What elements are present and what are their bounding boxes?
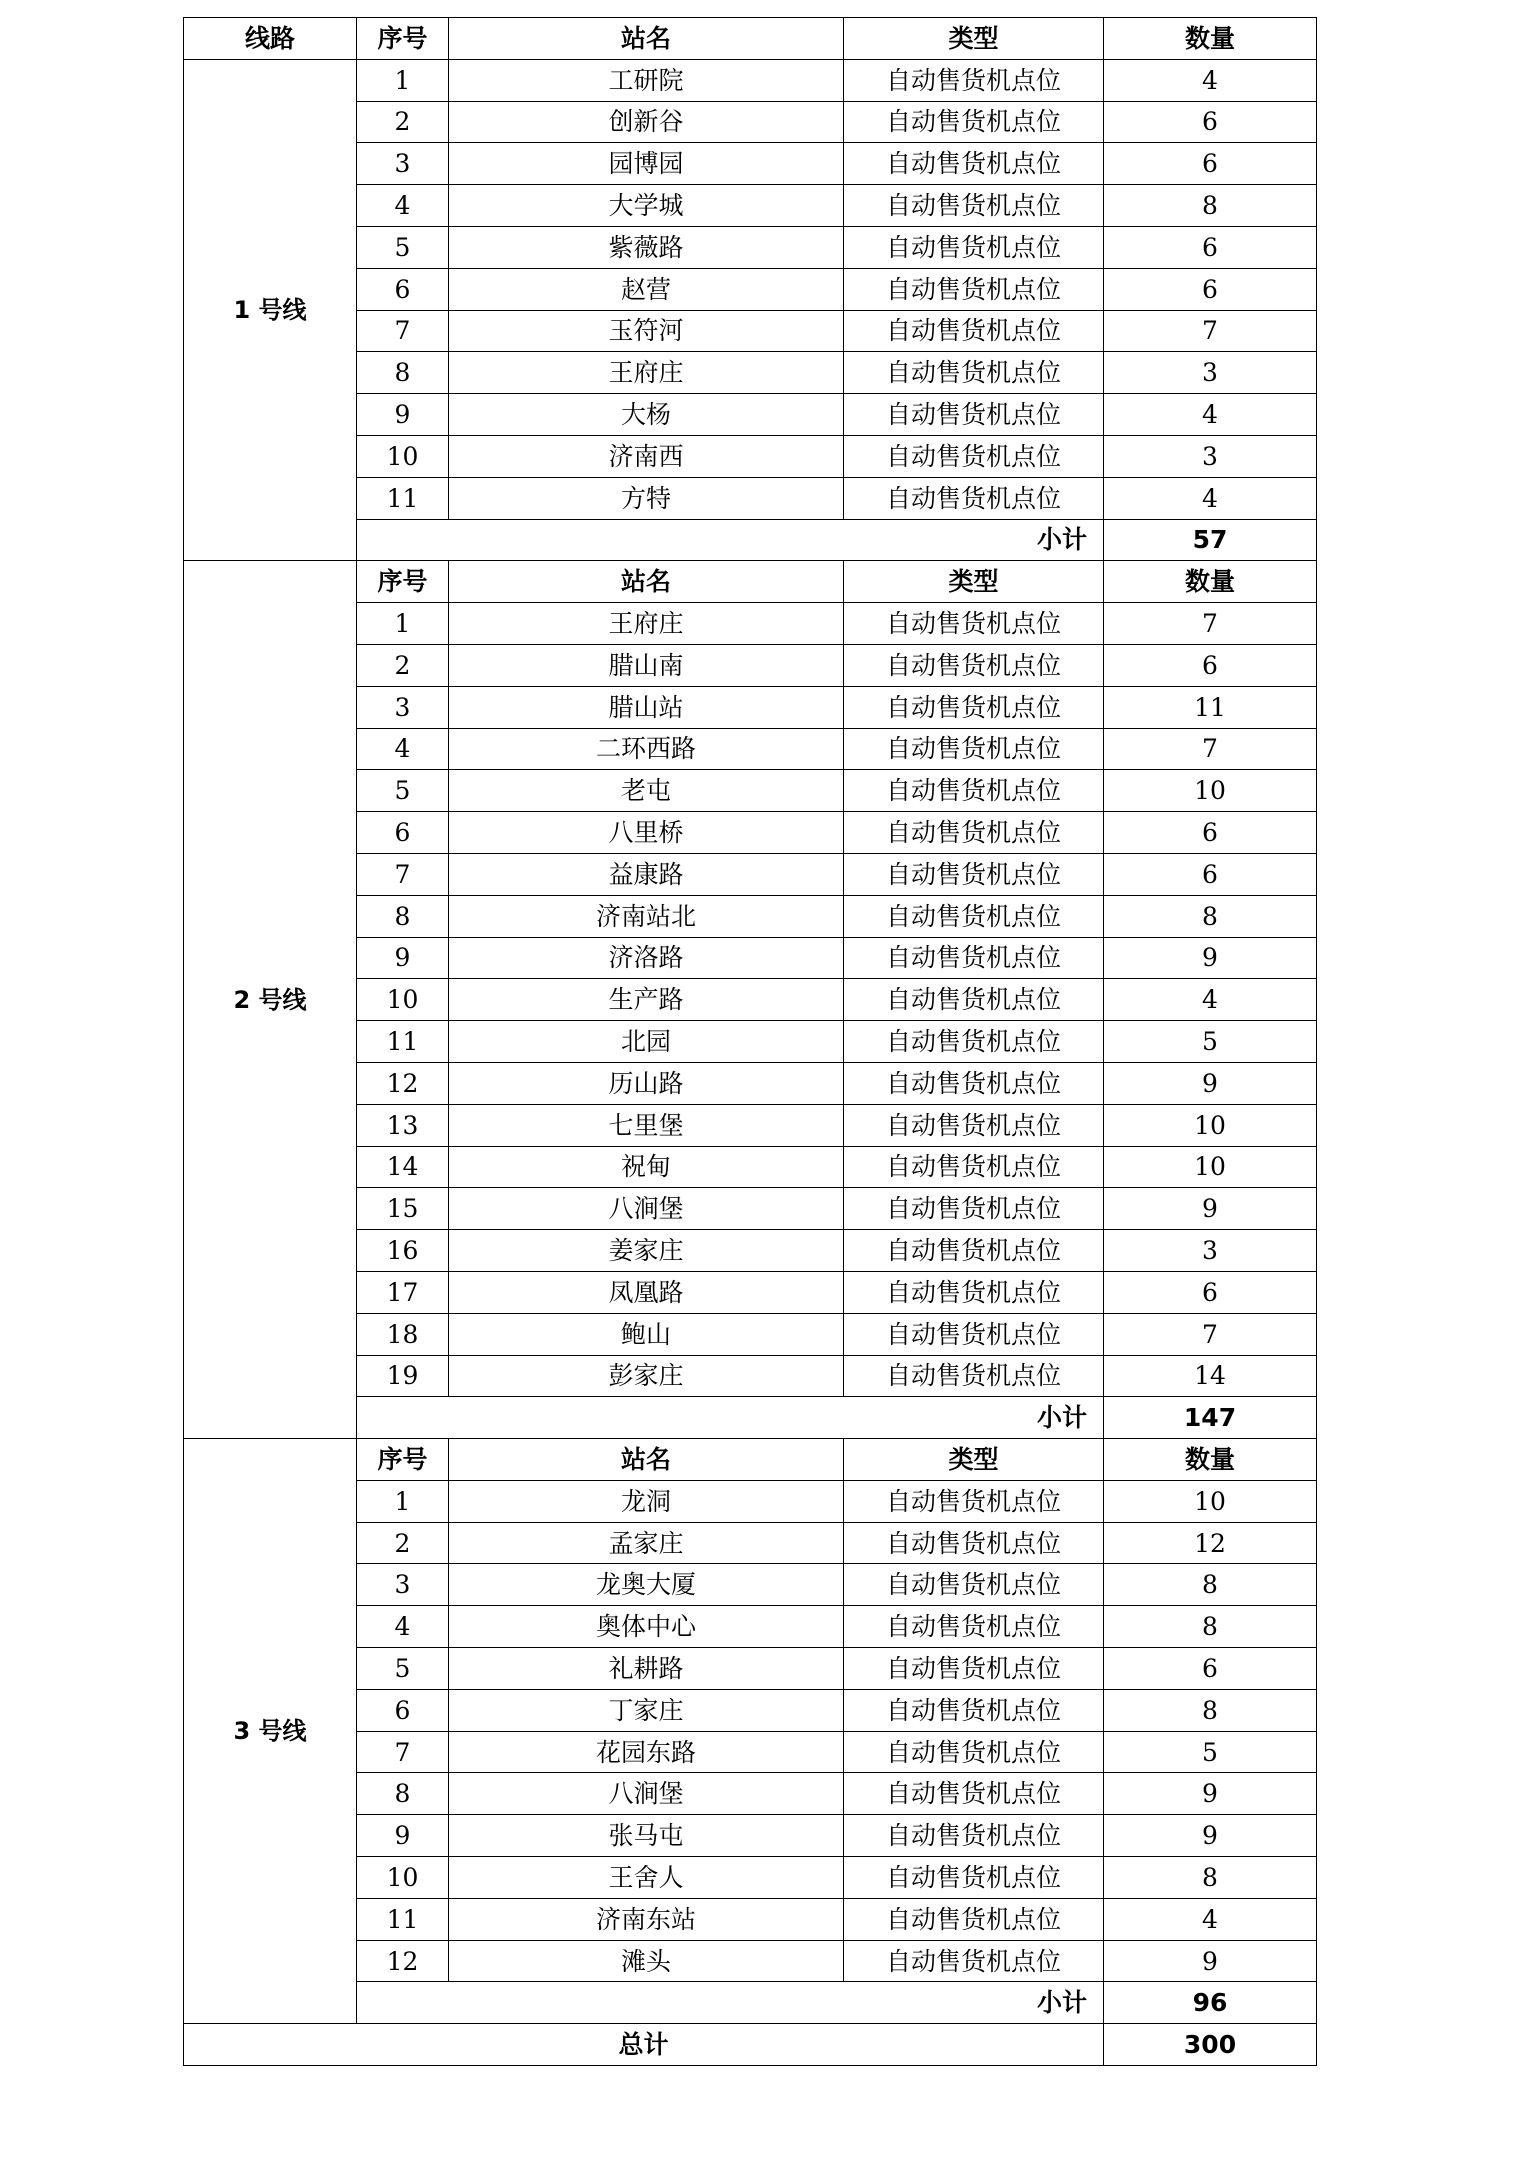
count-cell: 8 [1104,1606,1317,1648]
type-cell: 自动售货机点位 [844,1480,1104,1522]
vending-points-table [183,17,1317,2066]
total-row [184,2024,1317,2066]
type-cell: 自动售货机点位 [844,979,1104,1021]
total-label: 总计 [184,2024,1104,2066]
subtotal-label: 小计 [357,1982,1104,2024]
header-seq: 序号 [357,1439,449,1481]
header-line: 线路 [184,18,357,60]
seq-cell: 12 [357,1062,449,1104]
station-cell: 工研院 [449,59,844,101]
line-name: 1 号线 [184,59,357,561]
seq-cell: 5 [357,770,449,812]
seq-cell: 7 [357,310,449,352]
count-cell: 11 [1104,686,1317,728]
seq-cell: 3 [357,686,449,728]
seq-cell: 18 [357,1313,449,1355]
line-name: 2 号线 [184,561,357,1439]
type-cell: 自动售货机点位 [844,1857,1104,1899]
count-cell: 10 [1104,1480,1317,1522]
station-cell: 奥体中心 [449,1606,844,1648]
station-cell: 王舍人 [449,1857,844,1899]
count-cell: 6 [1104,853,1317,895]
header-type: 类型 [844,18,1104,60]
type-cell: 自动售货机点位 [844,1230,1104,1272]
station-cell: 腊山南 [449,644,844,686]
count-cell: 12 [1104,1522,1317,1564]
header-seq: 序号 [357,561,449,603]
seq-cell: 8 [357,895,449,937]
seq-cell: 2 [357,644,449,686]
count-cell: 10 [1104,1104,1317,1146]
station-cell: 八涧堡 [449,1188,844,1230]
station-cell: 玉符河 [449,310,844,352]
seq-cell: 9 [357,1815,449,1857]
count-cell: 3 [1104,1230,1317,1272]
count-cell: 6 [1104,812,1317,854]
count-cell: 9 [1104,1188,1317,1230]
section-header-row [184,561,1317,603]
seq-cell: 7 [357,1731,449,1773]
count-cell: 4 [1104,477,1317,519]
station-cell: 王府庄 [449,603,844,645]
seq-cell: 8 [357,1773,449,1815]
seq-cell: 4 [357,728,449,770]
seq-cell: 3 [357,143,449,185]
count-cell: 14 [1104,1355,1317,1397]
seq-cell: 4 [357,1606,449,1648]
type-cell: 自动售货机点位 [844,686,1104,728]
count-cell: 9 [1104,1062,1317,1104]
seq-cell: 5 [357,226,449,268]
station-cell: 历山路 [449,1062,844,1104]
count-cell: 3 [1104,435,1317,477]
count-cell: 6 [1104,226,1317,268]
seq-cell: 6 [357,812,449,854]
seq-cell: 4 [357,185,449,227]
count-cell: 6 [1104,644,1317,686]
station-cell: 鲍山 [449,1313,844,1355]
header-count: 数量 [1104,561,1317,603]
type-cell: 自动售货机点位 [844,1522,1104,1564]
station-cell: 腊山站 [449,686,844,728]
type-cell: 自动售货机点位 [844,812,1104,854]
count-cell: 8 [1104,1857,1317,1899]
type-cell: 自动售货机点位 [844,310,1104,352]
station-cell: 凤凰路 [449,1271,844,1313]
type-cell: 自动售货机点位 [844,644,1104,686]
count-cell: 6 [1104,1271,1317,1313]
subtotal-label: 小计 [357,1397,1104,1439]
header-station: 站名 [449,561,844,603]
station-cell: 生产路 [449,979,844,1021]
station-cell: 大学城 [449,185,844,227]
type-cell: 自动售货机点位 [844,1188,1104,1230]
type-cell: 自动售货机点位 [844,1146,1104,1188]
count-cell: 8 [1104,895,1317,937]
type-cell: 自动售货机点位 [844,770,1104,812]
seq-cell: 2 [357,101,449,143]
header-row [184,18,1317,60]
header-count: 数量 [1104,1439,1317,1481]
seq-cell: 10 [357,979,449,1021]
count-cell: 4 [1104,979,1317,1021]
station-cell: 北园 [449,1021,844,1063]
seq-cell: 17 [357,1271,449,1313]
header-count: 数量 [1104,18,1317,60]
seq-cell: 19 [357,1355,449,1397]
type-cell: 自动售货机点位 [844,1355,1104,1397]
count-cell: 7 [1104,1313,1317,1355]
station-cell: 赵营 [449,268,844,310]
type-cell: 自动售货机点位 [844,59,1104,101]
station-cell: 祝甸 [449,1146,844,1188]
table-body [184,18,1317,2066]
station-cell: 济南东站 [449,1898,844,1940]
type-cell: 自动售货机点位 [844,1271,1104,1313]
type-cell: 自动售货机点位 [844,1898,1104,1940]
station-cell: 丁家庄 [449,1689,844,1731]
type-cell: 自动售货机点位 [844,1564,1104,1606]
seq-cell: 12 [357,1940,449,1982]
type-cell: 自动售货机点位 [844,603,1104,645]
type-cell: 自动售货机点位 [844,1021,1104,1063]
seq-cell: 9 [357,394,449,436]
count-cell: 9 [1104,1815,1317,1857]
station-cell: 彭家庄 [449,1355,844,1397]
type-cell: 自动售货机点位 [844,1104,1104,1146]
type-cell: 自动售货机点位 [844,394,1104,436]
station-cell: 济南西 [449,435,844,477]
type-cell: 自动售货机点位 [844,1062,1104,1104]
count-cell: 6 [1104,101,1317,143]
station-cell: 孟家庄 [449,1522,844,1564]
station-cell: 八里桥 [449,812,844,854]
seq-cell: 16 [357,1230,449,1272]
type-cell: 自动售货机点位 [844,1815,1104,1857]
type-cell: 自动售货机点位 [844,1689,1104,1731]
seq-cell: 1 [357,603,449,645]
type-cell: 自动售货机点位 [844,143,1104,185]
subtotal-label: 小计 [357,519,1104,561]
station-cell: 姜家庄 [449,1230,844,1272]
seq-cell: 1 [357,1480,449,1522]
header-type: 类型 [844,561,1104,603]
type-cell: 自动售货机点位 [844,1731,1104,1773]
total-value: 300 [1104,2024,1317,2066]
count-cell: 9 [1104,1773,1317,1815]
station-cell: 园博园 [449,143,844,185]
station-cell: 八涧堡 [449,1773,844,1815]
seq-cell: 1 [357,59,449,101]
seq-cell: 8 [357,352,449,394]
type-cell: 自动售货机点位 [844,352,1104,394]
station-cell: 滩头 [449,1940,844,1982]
seq-cell: 2 [357,1522,449,1564]
count-cell: 4 [1104,394,1317,436]
station-cell: 益康路 [449,853,844,895]
line-name: 3 号线 [184,1439,357,2024]
count-cell: 10 [1104,770,1317,812]
count-cell: 9 [1104,1940,1317,1982]
station-cell: 张马屯 [449,1815,844,1857]
count-cell: 5 [1104,1731,1317,1773]
station-cell: 龙洞 [449,1480,844,1522]
type-cell: 自动售货机点位 [844,1606,1104,1648]
header-type: 类型 [844,1439,1104,1481]
type-cell: 自动售货机点位 [844,1940,1104,1982]
count-cell: 6 [1104,143,1317,185]
seq-cell: 6 [357,268,449,310]
count-cell: 7 [1104,728,1317,770]
count-cell: 8 [1104,1689,1317,1731]
station-cell: 大杨 [449,394,844,436]
count-cell: 7 [1104,603,1317,645]
station-cell: 济南站北 [449,895,844,937]
count-cell: 5 [1104,1021,1317,1063]
count-cell: 7 [1104,310,1317,352]
table-row [184,59,1317,101]
header-station: 站名 [449,18,844,60]
seq-cell: 13 [357,1104,449,1146]
type-cell: 自动售货机点位 [844,937,1104,979]
type-cell: 自动售货机点位 [844,895,1104,937]
seq-cell: 7 [357,853,449,895]
seq-cell: 10 [357,435,449,477]
type-cell: 自动售货机点位 [844,728,1104,770]
type-cell: 自动售货机点位 [844,477,1104,519]
station-cell: 老屯 [449,770,844,812]
count-cell: 6 [1104,1648,1317,1690]
count-cell: 3 [1104,352,1317,394]
count-cell: 8 [1104,185,1317,227]
type-cell: 自动售货机点位 [844,185,1104,227]
station-cell: 方特 [449,477,844,519]
type-cell: 自动售货机点位 [844,1773,1104,1815]
subtotal-value: 57 [1104,519,1317,561]
seq-cell: 3 [357,1564,449,1606]
seq-cell: 11 [357,477,449,519]
seq-cell: 11 [357,1021,449,1063]
count-cell: 9 [1104,937,1317,979]
header-seq: 序号 [357,18,449,60]
count-cell: 8 [1104,1564,1317,1606]
station-cell: 紫薇路 [449,226,844,268]
station-cell: 济洛路 [449,937,844,979]
station-cell: 七里堡 [449,1104,844,1146]
seq-cell: 14 [357,1146,449,1188]
seq-cell: 11 [357,1898,449,1940]
count-cell: 4 [1104,1898,1317,1940]
seq-cell: 15 [357,1188,449,1230]
count-cell: 10 [1104,1146,1317,1188]
section-header-row [184,1439,1317,1481]
seq-cell: 5 [357,1648,449,1690]
station-cell: 王府庄 [449,352,844,394]
seq-cell: 10 [357,1857,449,1899]
station-cell: 创新谷 [449,101,844,143]
station-cell: 龙奥大厦 [449,1564,844,1606]
type-cell: 自动售货机点位 [844,226,1104,268]
seq-cell: 6 [357,1689,449,1731]
type-cell: 自动售货机点位 [844,1648,1104,1690]
count-cell: 6 [1104,268,1317,310]
header-station: 站名 [449,1439,844,1481]
type-cell: 自动售货机点位 [844,435,1104,477]
subtotal-value: 96 [1104,1982,1317,2024]
type-cell: 自动售货机点位 [844,1313,1104,1355]
station-cell: 花园东路 [449,1731,844,1773]
subtotal-value: 147 [1104,1397,1317,1439]
seq-cell: 9 [357,937,449,979]
station-cell: 二环西路 [449,728,844,770]
type-cell: 自动售货机点位 [844,268,1104,310]
type-cell: 自动售货机点位 [844,853,1104,895]
station-cell: 礼耕路 [449,1648,844,1690]
count-cell: 4 [1104,59,1317,101]
type-cell: 自动售货机点位 [844,101,1104,143]
